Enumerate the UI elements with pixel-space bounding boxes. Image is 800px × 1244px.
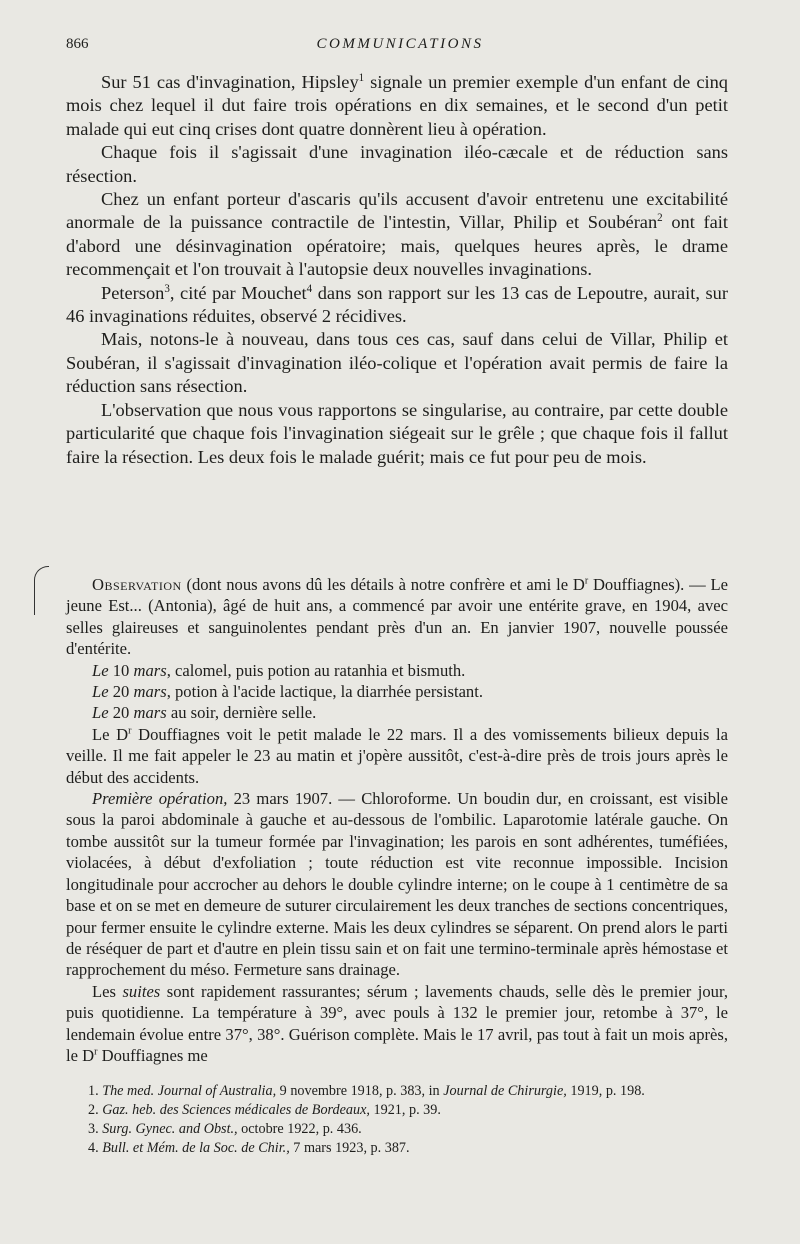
text-run: 2. — [88, 1102, 103, 1118]
text-run: Journal de Chirurgie, — [443, 1083, 567, 1099]
text-run: mars — [133, 682, 167, 702]
superscript-mark: r — [128, 725, 132, 737]
observation-paragraph — [66, 660, 728, 681]
text-run: 23 mars 1907. — Chloroforme. Un boudin dur, en croissant, est visible sous la paroi abdominale à gauche et au-dessous de l'ombilic. Laparotomie latérale gauche. On tombe aussitôt sur la tumeur formée par l'invagination; les parois en sont adhérentes, tuméfiées, violacées, à début d'exfoliation ; toute réduction est vite reconnue impossible. Incision longitudinale pour accrocher au dehors le double cylindre interne; on le coupe à 1 centimètre de sa base et on se met en demeure de suturer circulairement les deux tranches de sections concentriques, pour fermer ensuite le cylindre externe. Mais les deux cylindres se séparent. On prend alors le parti de réséquer de part et d'autre en plein tissu sain et on fait une termino-terminale après hémostase et rapprochement du méso. Fermeture sans drainage. — [66, 789, 728, 980]
body-paragraph — [66, 328, 728, 398]
text-run: 4. — [88, 1140, 103, 1156]
text-run: L'observation que nous vous rapportons se singularise, au contraire, par cette double particularité que chaque fois l'invagination siégeait sur le grêle ; que chaque fois il fallut faire la résection. Les deux fois le malade guérit; mais ce fut pour peu de mois. — [66, 399, 728, 467]
text-run: au soir, dernière selle. — [166, 703, 317, 723]
footnotes — [66, 1082, 728, 1158]
text-run: (dont nous avons dû les détails à notre confrère et ami le D — [181, 575, 585, 594]
body-paragraph — [66, 282, 728, 329]
text-run: Le — [92, 660, 109, 680]
observation-paragraph — [66, 981, 728, 1067]
text-run: 1921, p. 39. — [369, 1102, 441, 1118]
text-run: Douffiagnes voit le petit malade le 22 mars. Il a des vomissements bilieux depuis la veille. Il me fait appeler le 23 au matin et j'opère aussitôt, c'est-à-dire près de trois jours après le début des accidents. — [66, 724, 728, 787]
text-run: 3. — [88, 1121, 103, 1137]
observation-paragraph — [66, 724, 728, 788]
text-run: Mais, notons-le à nouveau, dans tous ces cas, sauf dans celui de Villar, Philip et Soubéran, il s'agissait d'invagination iléo-colique et l'opération avait permis de faire la réduction sans résection. — [66, 329, 728, 397]
observation-paragraph — [66, 681, 728, 702]
observation-paragraph — [66, 702, 728, 723]
text-run: The med. Journal of Australia, — [102, 1083, 277, 1099]
text-run: Observation — [92, 575, 182, 594]
text-run: Le D — [92, 724, 129, 744]
text-run: 7 mars 1923, p. 387. — [289, 1140, 410, 1156]
text-run: Surg. Gynec. and Obst., — [102, 1121, 238, 1137]
text-run: Première opération, — [92, 789, 228, 809]
text-run: Douffiagnes me — [97, 1045, 208, 1065]
text-run: Les — [92, 981, 123, 1001]
text-run: mars — [133, 660, 167, 680]
text-run: Chez un enfant porteur d'ascaris qu'ils accusent d'avoir entretenu une excitabilité anormale de la puissance contractile de l'intestin, Villar, Philip et Soubéran — [66, 189, 728, 233]
margin-bracket-mark — [34, 566, 49, 615]
text-run: Bull. et Mém. de la Soc. de Chir., — [102, 1140, 290, 1156]
text-run: 10 — [108, 660, 134, 680]
footnote — [66, 1139, 728, 1158]
text-run: octobre 1922, p. 436. — [237, 1121, 362, 1137]
text-run: mars — [133, 703, 167, 723]
footnote — [66, 1101, 728, 1120]
text-run: , cité par Mouchet — [169, 282, 307, 303]
body-paragraph — [66, 141, 728, 188]
footnote — [66, 1120, 728, 1139]
superscript-mark: 4 — [306, 282, 313, 295]
observation-text — [66, 574, 728, 1066]
body-text — [66, 71, 728, 469]
text-run: , calomel, puis potion au ratanhia et bismuth. — [166, 660, 466, 680]
text-run: dans son rapport sur les 13 cas de Lepoutre, aurait, sur 46 invaginations réduites, observé 2 récidives. — [66, 282, 728, 327]
text-run: Chaque fois il s'agissait d'une invagination iléo-cæcale et de réduction sans résection. — [66, 142, 728, 186]
text-run: sont rapidement rassurantes; sérum ; lavements chauds, selle dès le premier jour, puis quotidienne. La température à 39°, avec pouls à 132 le premier jour, retombe à 37°, le lendemain évolue entre 37°, 38°. Guérison complète. Mais le 17 avril, pas tout à fait un mois après, le D — [66, 981, 728, 1065]
superscript-mark: 2 — [657, 212, 663, 225]
text-run: ont fait d'abord une désinvagination opératoire; mais, quelques heures après, le drame recommençait et l'on trouvait à l'autopsie deux nouvelles invaginations. — [66, 212, 728, 280]
text-run: 9 novembre 1918, p. 383, in — [276, 1083, 444, 1099]
superscript-mark: 1 — [358, 71, 365, 84]
page-header — [66, 36, 734, 58]
observation-paragraph — [66, 574, 728, 660]
superscript-mark: r — [94, 1046, 98, 1058]
body-paragraph — [66, 188, 728, 282]
body-paragraph — [66, 399, 728, 469]
text-run: , potion à l'acide lactique, la diarrhée persistant. — [166, 682, 483, 702]
body-paragraph — [66, 71, 728, 141]
text-run: suites — [122, 981, 161, 1001]
footnote — [66, 1082, 728, 1101]
text-run: 20 — [108, 703, 134, 723]
text-run: 1. — [88, 1083, 103, 1099]
text-run: Peterson — [101, 282, 165, 303]
text-run: Douffiagnes). — Le jeune Est... (Antonia), âgé de huit ans, a commencé par avoir une entérite grave, en 1904, avec selles glaireuses et sanguinolentes pendant près d'un an. En janvier 1907, nouvelle poussée d'entérite. — [66, 575, 728, 659]
running-title: COMMUNICATIONS — [316, 36, 484, 52]
text-run: 1919, p. 198. — [566, 1083, 645, 1099]
observation-paragraph — [66, 788, 728, 981]
text-run: signale un premier exemple d'un enfant de cinq mois chez lequel il dut faire trois opérations en dix semaines, et le second d'un petit malade qui eut cinq crises dont quatre donnèrent lieu à opération. — [66, 72, 728, 139]
text-run: 20 — [108, 682, 134, 702]
text-run: Sur 51 cas d'invagination, Hipsley — [101, 72, 359, 92]
superscript-mark: r — [584, 575, 589, 587]
text-run: Gaz. heb. des Sciences médicales de Bordeaux, — [102, 1102, 370, 1118]
text-run: Le — [92, 682, 109, 702]
superscript-mark: 3 — [164, 282, 170, 295]
text-run: Le — [92, 703, 109, 723]
page-number: 866 — [66, 36, 89, 52]
